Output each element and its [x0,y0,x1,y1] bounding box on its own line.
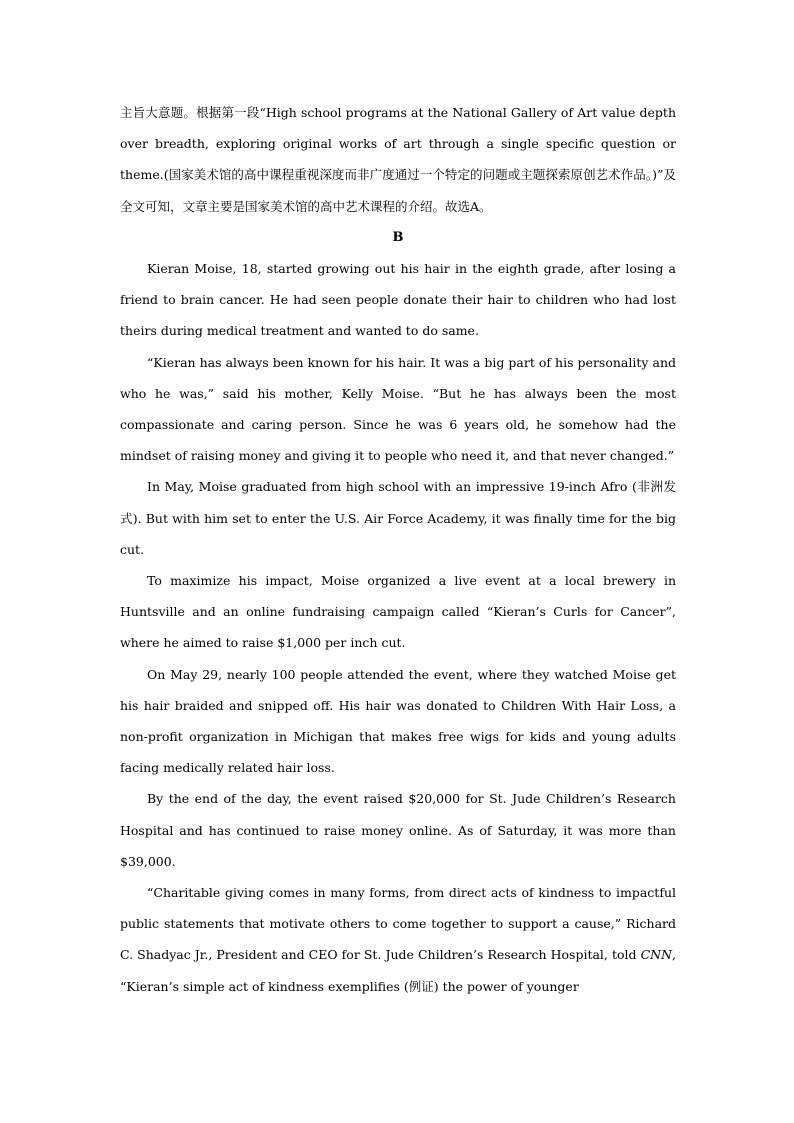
paragraph-2-quote: “Kieran has always been known for his hair. It was a big part of his personality and who he was,” said his mother, Kelly Moise. “But he has always been the most compassionate and caring person. Since he was 6 years old, he somehow had the mindset of raising money and giving it to people who need it, and that never changed.” [120,354,676,464]
paragraph-3: In May, Moise graduated from high school with an impressive 19-inch Afro (非洲发式). But with him set to enter the U.S. Air Force Academy, it was finally time for the big cut. [120,479,676,557]
paragraph-5: On May 29, nearly 100 people attended the event, where they watched Moise get his hair braided and snipped off. His hair was donated to Children With Hair Loss, a non-profit organization in Michigan that makes free wigs for kids and young adults facing medically related hair loss. [120,666,676,776]
cnn-italic: CNN [640,947,673,963]
section-heading: B [392,229,404,245]
paragraph-4: To maximize his impact, Moise organized a live event at a local brewery in Huntsville and an online fundraising campaign called “Kieran’s Curls for Cancer”, where he aimed to raise $1,000 per inch cut. [120,573,676,651]
paragraph-1: Kieran Moise, 18, started growing out his hair in the eighth grade, after losing a friend to brain cancer. He had seen people donate their hair to children who had lost theirs during medical treatment and wanted to do same. [120,261,676,339]
paragraph-6: By the end of the day, the event raised $20,000 for St. Jude Children’s Research Hospital and has continued to raise money online. As of Saturday, it was more than $39,000. [120,791,676,869]
intro-paragraph: 主旨大意题。根据第一段“High school programs at the National Gallery of Art value depth over breadth, exploring original works of art through a single specific question or theme.(国家美术馆的高中课程重视深度而非广度通过一个特定的问题或主题探索原创艺术作品。)”及全文可知，文章主要是国家美术馆的高中艺术课程的介绍。故选A。 [120,105,676,214]
paragraph-7-text-b: , “Kieran’s simple act of kindness exemplifies (例证) the power of younger [120,947,676,994]
paragraph-7-text-a: “Charitable giving comes in many forms, from direct acts of kindness to impactful public statements that motivate others to come together to support a cause,” Richard C. Shadyac Jr., President and CEO for St. Jude Children’s Research Hospital, told [120,885,676,963]
paragraph-7-quote [120,877,676,1002]
document-page [120,97,676,1002]
